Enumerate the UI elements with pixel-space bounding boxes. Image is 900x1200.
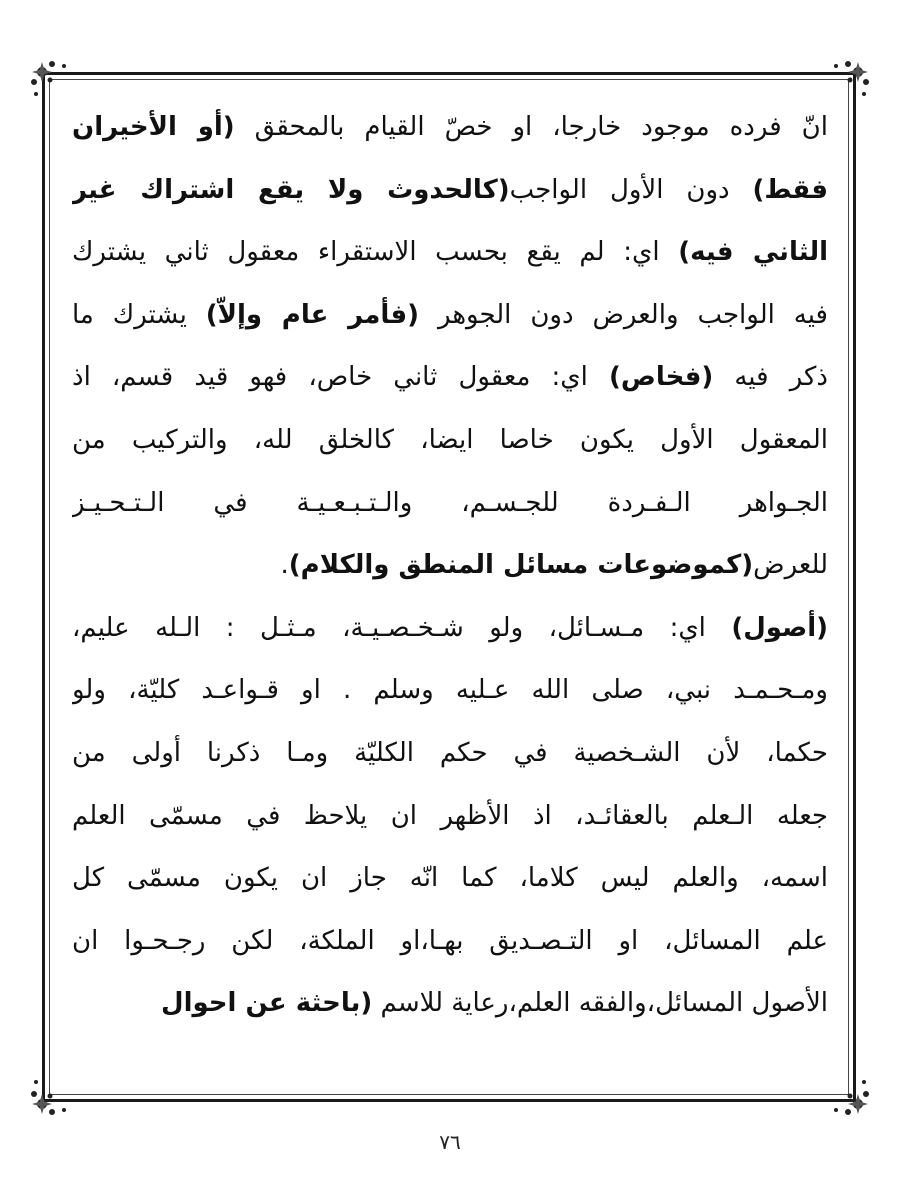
text-segment: فيه الواجب والعرض دون الجوهر — [419, 299, 828, 330]
bold-text-segment: (كموضوعات مسائل المنطق والكلام) — [288, 550, 754, 581]
text-segment: اسمه، والعلم ليس كلاما، كما انّه جاز ان يكون مسمّى كل — [72, 863, 828, 894]
bold-text-segment: (كالحدوث ولا يقع اشتراك غير — [72, 174, 510, 205]
text-line — [72, 847, 828, 910]
text-line — [72, 159, 828, 222]
text-line — [72, 972, 828, 1035]
text-segment: حكما، لأن الشـخصية في حكم الكليّة ومـا ذكرنا أولى من — [72, 737, 828, 768]
corner-ornament-top-right — [826, 58, 872, 104]
text-line — [72, 597, 828, 660]
bold-text-segment: (أصول) — [731, 612, 828, 643]
text-segment: اي: مـسـائل، ولو شـخـصـيـة، مـثـل : الـله عليم، — [72, 612, 732, 643]
text-segment: المعقول الأول يكون خاصا ايضا، كالخلق لله، والتركيب من — [72, 424, 828, 455]
text-segment: الأصول المسائل،والفقه العلم،رعاية للاسم — [372, 988, 828, 1019]
text-line — [72, 722, 828, 785]
corner-ornament-bottom-left — [28, 1072, 74, 1118]
text-line — [72, 284, 828, 347]
text-segment: . — [280, 550, 289, 581]
text-line — [72, 409, 828, 472]
text-segment: اي: لم يقع بحسب الاستقراء معقول ثاني يشترك — [72, 237, 679, 268]
bold-text-segment: (فأمر عام وإلاّ) — [205, 299, 420, 330]
text-segment: جعله الـعلم بالعقائـد، اذ الأظهر ان يلاحظ في مسمّى العلم — [72, 800, 828, 831]
text-line — [72, 785, 828, 848]
text-line — [72, 534, 828, 597]
text-line — [72, 472, 828, 535]
corner-ornament-bottom-right — [826, 1072, 872, 1118]
text-segment: علم المسائل، او التـصـديق بهـا،او الملكة، لكن رجـحـوا ان — [72, 925, 828, 956]
text-line — [72, 659, 828, 722]
bold-text-segment: فقط) — [752, 174, 828, 205]
text-segment: دون الأول الواجب — [509, 174, 753, 205]
text-line — [72, 221, 828, 284]
bold-text-segment: (فخاص) — [608, 362, 714, 393]
bold-text-segment: (باحثة عن احوال — [161, 988, 373, 1019]
text-segment: اي: معقول ثاني خاص، فهو قيد قسم، اذ — [72, 362, 609, 393]
text-segment: يشترك ما — [72, 299, 206, 330]
page-number: ٧٦ — [439, 1130, 461, 1154]
body-text — [72, 96, 828, 1035]
text-segment: ومـحـمـد نبي، صلى الله عـليه وسلم . او قـواعـد كليّة، ولو — [72, 675, 828, 706]
text-line — [72, 96, 828, 159]
text-segment: الجـواهر الـفـردة للجـسـم، والـتـبـعـيـة في الـتـحـيـز — [72, 487, 828, 518]
text-line — [72, 346, 828, 409]
corner-ornament-top-left — [28, 58, 74, 104]
text-segment: للعرض — [753, 550, 828, 581]
bold-text-segment: (أو الأخيران — [72, 112, 235, 142]
text-segment: انّ فرده موجود خارجا، او خصّ القيام بالمحقق — [234, 112, 828, 142]
text-line — [72, 910, 828, 973]
bold-text-segment: الثاني فيه) — [678, 237, 828, 268]
text-segment: ذكر فيه — [713, 362, 828, 393]
